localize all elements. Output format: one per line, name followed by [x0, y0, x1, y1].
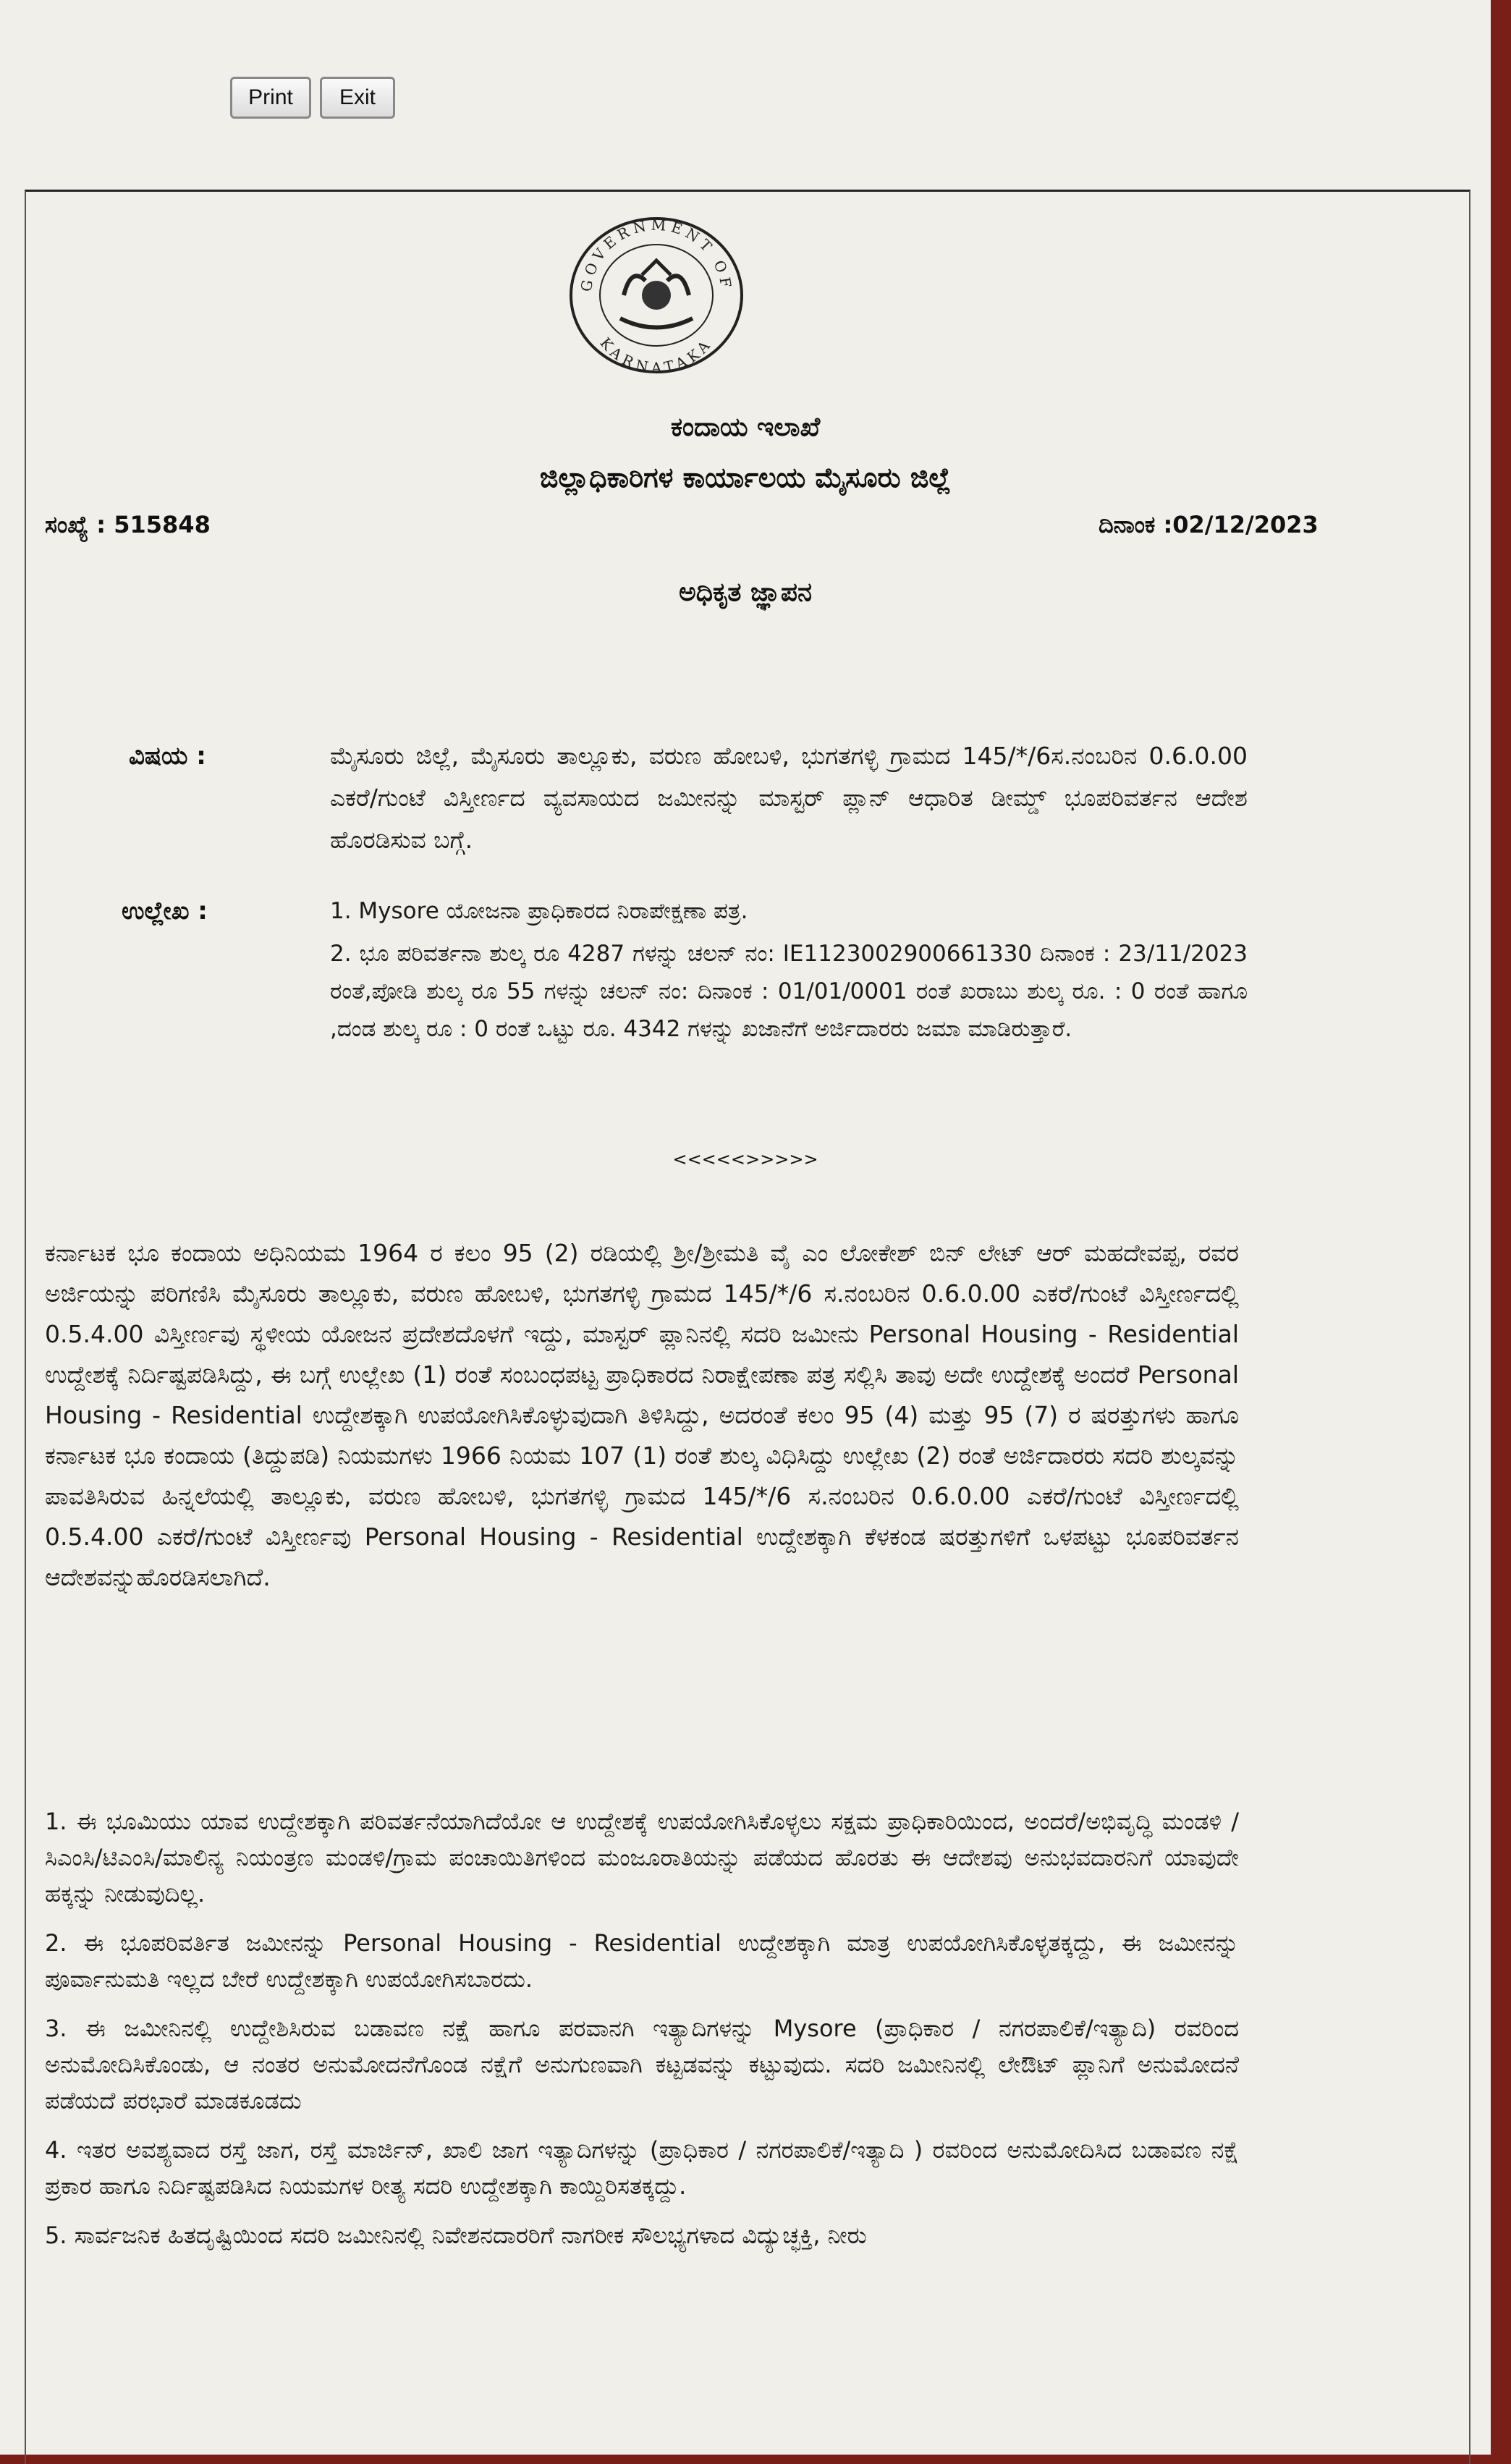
subject-text: ಮೈಸೂರು ಜಿಲ್ಲೆ, ಮೈಸೂರು ತಾಲ್ಲೂಕು, ವರುಣ ಹೋಬಳಿ, ಭುಗತಗಳ್ಳಿ ಗ್ರಾಮದ 145/*/6ಸ.ನಂಬರಿನ 0.6.0.00 ಎಕರೆ/ಗುಂಟೆ ವಿಸ್ತೀರ್ಣದ ವ್ಯವಸಾಯದ ಜಮೀನನ್ನು ಮಾಸ್ಟರ್ ಪ್ಲಾನ್ ಆಧಾರಿತ ಡೀಮ್ಡ್ ಭೂಪರಿವರ್ತನ ಆದೇಶ ಹೊರಡಿಸುವ ಬಗ್ಗೆ. — [330, 742, 1248, 854]
body-paragraph: ಕರ್ನಾಟಕ ಭೂ ಕಂದಾಯ ಅಧಿನಿಯಮ 1964 ರ ಕಲಂ 95 (2) ರಡಿಯಲ್ಲಿ ಶ್ರೀ/ಶ್ರೀಮತಿ ವೈ ಎಂ ಲೋಕೇಶ್ ಬಿನ್ ಲೇಟ್ ಆರ್ ಮಹದೇವಪ್ಪ, ರವರ ಅರ್ಜಿಯನ್ನು ಪರಿಗಣಿಸಿ ಮೈಸೂರು ತಾಲ್ಲೂಕು, ವರುಣ ಹೋಬಳಿ, ಭುಗತಗಳ್ಳಿ ಗ್ರಾಮದ 145/*/6 ಸ.ನಂಬರಿನ 0.6.0.00 ಎಕರೆ/ಗುಂಟೆ ವಿಸ್ತೀರ್ಣದಲ್ಲಿ 0.5.4.00 ವಿಸ್ತೀರ್ಣವು ಸ್ಥಳೀಯ ಯೋಜನ ಪ್ರದೇಶದೊಳಗೆ ಇದ್ದು, ಮಾಸ್ಟರ್ ಪ್ಲಾನಿನಲ್ಲಿ ಸದರಿ ಜಮೀನು Personal Housing - Residential ಉದ್ದೇಶಕ್ಕೆ ನಿರ್ದಿಷ್ಟಪಡಿಸಿದ್ದು, ಈ ಬಗ್ಗೆ ಉಲ್ಲೇಖ (1) ರಂತೆ ಸಂಬಂಧಪಟ್ಟ ಪ್ರಾಧಿಕಾರದ ನಿರಾಕ್ಷೇಪಣಾ ಪತ್ರ ಸಲ್ಲಿಸಿ ತಾವು ಅದೇ ಉದ್ದೇಶಕ್ಕೆ ಅಂದರೆ Personal Housing - Residential ಉದ್ದೇಶಕ್ಕಾಗಿ ಉಪಯೋಗಿಸಿಕೊಳ್ಳುವುದಾಗಿ ತಿಳಿಸಿದ್ದು, ಅದರಂತೆ ಕಲಂ 95 (4) ಮತ್ತು 95 (7) ರ ಷರತ್ತುಗಳು ಹಾಗೂ ಕರ್ನಾಟಕ ಭೂ ಕಂದಾಯ (ತಿದ್ದುಪಡಿ) ನಿಯಮಗಳು 1966 ನಿಯಮ 107 (1) ರಂತೆ ಶುಲ್ಕ ವಿಧಿಸಿದ್ದು ಉಲ್ಲೇಖ (2) ರಂತೆ ಅರ್ಜಿದಾರರು ಸದರಿ ಶುಲ್ಕವನ್ನು ಪಾವತಿಸಿರುವ ಹಿನ್ನಲೆಯಲ್ಲಿ ತಾಲ್ಲೂಕು, ವರುಣ ಹೋಬಳಿ, ಭುಗತಗಳ್ಳಿ ಗ್ರಾಮದ 145/*/6 ಸ.ನಂಬರಿನ 0.6.0.00 ಎಕರೆ/ಗುಂಟೆ ವಿಸ್ತೀರ್ಣದಲ್ಲಿ 0.5.4.00 ಎಕರೆ/ಗುಂಟೆ ವಿಸ್ತೀರ್ಣವು Personal Housing - Residential ಉದ್ದೇಶಕ್ಕಾಗಿ ಕೆಳಕಂಡ ಷರತ್ತುಗಳಿಗೆ ಒಳಪಟ್ಟು ಭೂಪರಿವರ್ತನ ಆದೇಶವನ್ನುಹೊರಡಿಸಲಾಗಿದೆ. — [45, 1239, 1239, 1591]
separator: <<<<<>>>>> — [672, 1149, 818, 1169]
office-name: ಜಿಲ್ಲಾಧಿಕಾರಿಗಳ ಕಾರ್ಯಾಲಯ ಮೈಸೂರು ಜಿಲ್ಲೆ — [539, 462, 952, 494]
print-button[interactable]: Print — [230, 77, 311, 119]
condition-item: 4. ಇತರ ಅವಶ್ಯವಾದ ರಸ್ತೆ ಜಾಗ, ರಸ್ತೆ ಮಾರ್ಜಿನ್, ಖಾಲಿ ಜಾಗ ಇತ್ಯಾದಿಗಳನ್ನು (ಪ್ರಾಧಿಕಾರ / ನಗರಪಾಲಿಕೆ/ಇತ್ಯಾದಿ ) ರವರಿಂದ ಅನುಮೋದಿಸಿದ ಬಡಾವಣ ನಕ್ಷೆ ಪ್ರಕಾರ ಹಾಗೂ ನಿರ್ದಿಷ್ಟಪಡಿಸಿದ ನಿಯಮಗಳ ರೀತ್ಯ ಸದರಿ ಉದ್ದೇಶಕ್ಕಾಗಿ ಕಾಯ್ದಿರಿಸತಕ್ಕದ್ದು. — [45, 2136, 1239, 2200]
seal-top-text: GOVERNMENT OF — [577, 216, 736, 293]
condition-item: 3. ಈ ಜಮೀನಿನಲ್ಲಿ ಉದ್ದೇಶಿಸಿರುವ ಬಡಾವಣ ನಕ್ಷೆ ಹಾಗೂ ಪರವಾನಗಿ ಇತ್ಯಾದಿಗಳನ್ನು Mysore (ಪ್ರಾಧಿಕಾರ / ನಗರಪಾಲಿಕೆ/ಇತ್ಯಾದಿ) ರವರಿಂದ ಅನುಮೋದಿಸಿಕೊಂಡು, ಆ ನಂತರ ಅನುಮೋದನೆಗೊಂಡ ನಕ್ಷೆಗೆ ಅನುಗುಣವಾಗಿ ಕಟ್ಟಡವನ್ನು ಕಟ್ಟುವುದು. ಸದರಿ ಜಮೀನಿನಲ್ಲಿ ಲೇಔಟ್ ಪ್ಲಾನಿಗೆ ಅನುಮೋದನೆ ಪಡೆಯದೆ ಪರಭಾರೆ ಮಾಡಕೂಡದು — [45, 2015, 1240, 2114]
reference-item-1: 1. Mysore ಯೋಜನಾ ಪ್ರಾಧಿಕಾರದ ನಿರಾಪೇಕ್ಷಣಾ ಪತ್ರ. — [330, 898, 748, 924]
svg-text:KARNATAKA — [596, 334, 716, 376]
seal-bottom-text: KARNATAKA — [596, 334, 716, 376]
government-seal-icon — [559, 210, 754, 376]
condition-item: 1. ಈ ಭೂಮಿಯು ಯಾವ ಉದ್ದೇಶಕ್ಕಾಗಿ ಪರಿವರ್ತನೆಯಾಗಿದೆಯೋ ಆ ಉದ್ದೇಶಕ್ಕೆ ಉಪಯೋಗಿಸಿಕೊಳ್ಳಲು ಸಕ್ಷಮ ಪ್ರಾಧಿಕಾರಿಯಿಂದ, ಅಂದರೆ/ಅಭಿವೃದ್ಧಿ ಮಂಡಳಿ /ಸಿಎಂಸಿ/ಟಿಎಂಸಿ/ಮಾಲಿನ್ಯ ನಿಯಂತ್ರಣ ಮಂಡಳಿ/ಗ್ರಾಮ ಪಂಚಾಯಿತಿಗಳಿಂದ ಮಂಜೂರಾತಿಯನ್ನು ಪಡೆಯದ ಹೊರತು ಈ ಆದೇಶವು ಅನುಭವದಾರನಿಗೆ ಯಾವುದೇ ಹಕ್ಕನ್ನು ನೀಡುವುದಿಲ್ಲ. — [45, 1808, 1239, 1908]
reference-label: ಉಲ್ಲೇಖ : — [122, 897, 208, 926]
exit-button[interactable]: Exit — [320, 77, 395, 119]
subject-label: ವಿಷಯ : — [129, 742, 206, 771]
document-title: ಅಧಿಕೃತ ಜ್ಞಾಪನ — [678, 577, 812, 607]
reference-item-2: 2. ಭೂ ಪರಿವರ್ತನಾ ಶುಲ್ಕ ರೂ 4287 ಗಳನ್ನು ಚಲನ್ ನಂ: IE1123002900661330 ದಿನಾಂಕ : 23/11/2023 ರಂತೆ,ಪೋಡಿ ಶುಲ್ಕ ರೂ 55 ಗಳನ್ನು ಚಲನ್ ನಂ: ದಿನಾಂಕ : 01/01/0001 ರಂತೆ ಖರಾಬು ಶುಲ್ಕ ರೂ. : 0 ರಂತೆ ಹಾಗೂ ,ದಂಡ ಶುಲ್ಕ ರೂ : 0 ರಂತೆ ಒಟ್ಟು ರೂ. 4342 ಗಳನ್ನು ಖಜಾನೆಗೆ ಅರ್ಜಿದಾರರು ಜಮಾ ಮಾಡಿರುತ್ತಾರೆ. — [330, 941, 1248, 1042]
condition-item: 5. ಸಾರ್ವಜನಿಕ ಹಿತದೃಷ್ಟಿಯಿಂದ ಸದರಿ ಜಮೀನಿನಲ್ಲಿ ನಿವೇಶನದಾರರಿಗೆ ನಾಗರೀಕ ಸೌಲಭ್ಯಗಳಾದ ವಿದ್ಯುಚ್ಛಕ್ತಿ, ನೀರು — [45, 2222, 867, 2249]
condition-item: 2. ಈ ಭೂಪರಿವರ್ತಿತ ಜಮೀನನ್ನು Personal Housing - Residential ಉದ್ದೇಶಕ್ಕಾಗಿ ಮಾತ್ರ ಉಪಯೋಗಿಸಿಕೊಳ್ಳತಕ್ಕದ್ದು, ಈ ಜಮೀನನ್ನು ಪೂರ್ವಾನುಮತಿ ಇಲ್ಲದ ಬೇರೆ ಉದ್ದೇಶಕ್ಕಾಗಿ ಉಪಯೋಗಿಸಬಾರದು. — [45, 1929, 1239, 1993]
conditions-list — [45, 1803, 1239, 2266]
document-date: ದಿನಾಂಕ :02/12/2023 — [1099, 511, 1319, 538]
department-name: ಕಂದಾಯ ಇಲಾಖೆ — [670, 412, 821, 442]
reference-number: ಸಂಖ್ಯೆ : 515848 — [45, 511, 211, 538]
